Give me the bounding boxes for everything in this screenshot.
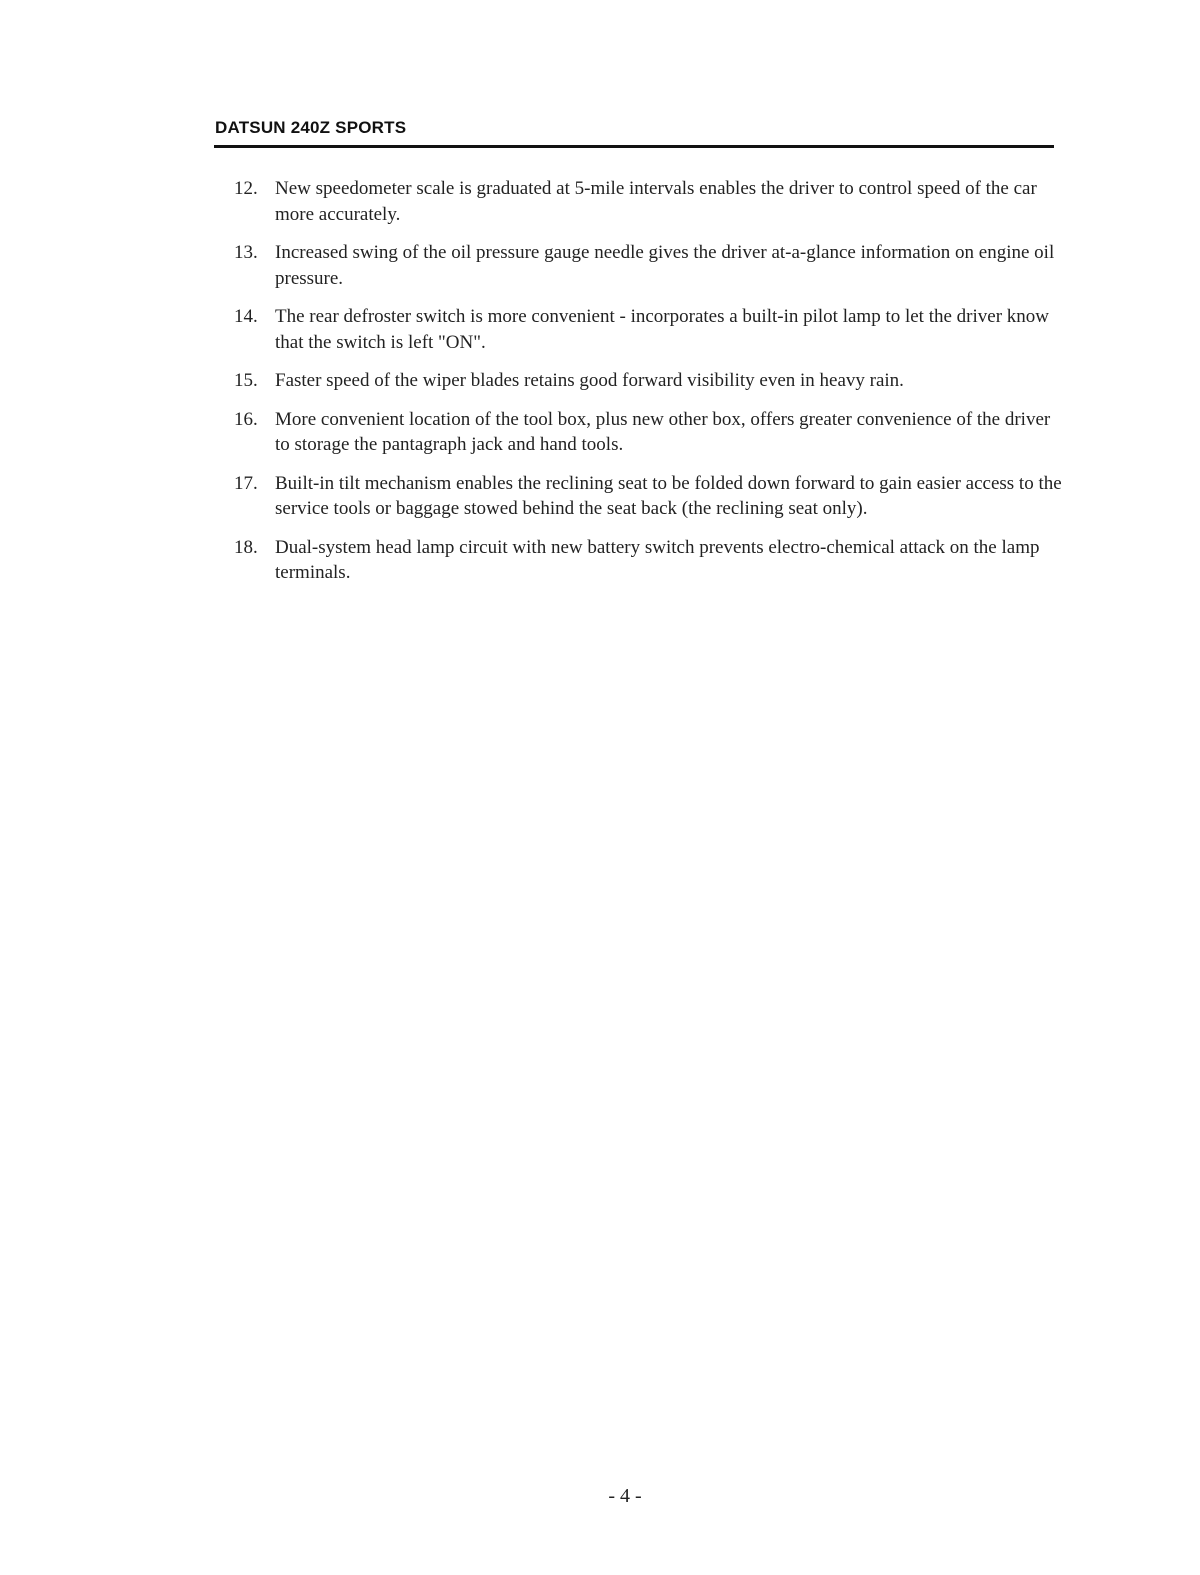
item-number: 17. (234, 472, 258, 494)
item-text: The rear defroster switch is more convenient - incorporates a built-in pilot lamp to let the driver know that the switch is left "ON". (275, 306, 1050, 353)
feature-list (234, 176, 1064, 599)
item-text: Built-in tilt mechanism enables the reclining seat to be folded down forward to gain easier access to the service tools or baggage stowed behind the seat back (the reclining seat only). (275, 472, 1062, 519)
list-item (234, 407, 1064, 458)
item-text: New speedometer scale is graduated at 5-mile intervals enables the driver to control speed of the car more accurately. (275, 178, 1037, 225)
item-number: 12. (234, 178, 258, 199)
list-item (234, 535, 1064, 586)
list-item (234, 471, 1064, 522)
item-text: Dual-system head lamp circuit with new battery switch prevents electro-chemical attack on the lamp terminals. (275, 536, 1040, 583)
item-text: Increased swing of the oil pressure gauge needle gives the driver at-a-glance information on engine oil pressure. (275, 242, 1055, 289)
item-number: 15. (234, 370, 258, 391)
list-item (234, 304, 1064, 355)
page-number: - 4 - (608, 1485, 642, 1507)
item-number: 14. (234, 306, 258, 327)
list-item (234, 176, 1064, 227)
header-rule-divider (214, 145, 1054, 148)
list-item (234, 240, 1064, 291)
list-item (234, 368, 1064, 394)
item-number: 18. (234, 536, 258, 558)
item-text: Faster speed of the wiper blades retains good forward visibility even in heavy rain. (275, 370, 904, 391)
item-number: 13. (234, 242, 258, 263)
item-text: More convenient location of the tool box, plus new other box, offers greater convenience of the driver to storage the pantagraph jack and hand tools. (275, 408, 1051, 455)
item-number: 16. (234, 408, 258, 430)
running-header-title: DATSUN 240Z SPORTS (215, 118, 407, 137)
